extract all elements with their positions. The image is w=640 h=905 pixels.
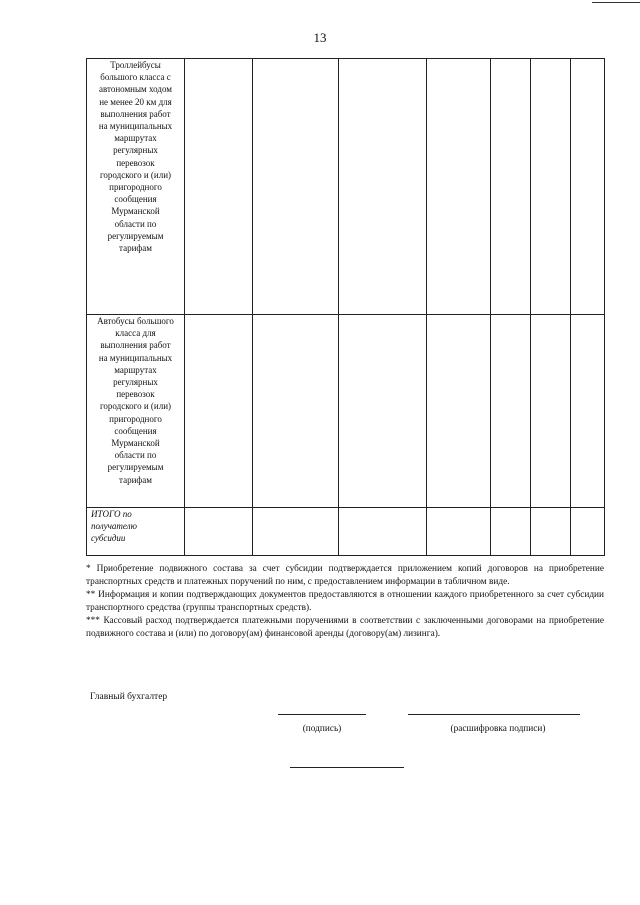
table-row <box>87 59 605 315</box>
row-label-total: ИТОГО по получателю субсидии <box>87 508 185 556</box>
signature-decoding-line <box>408 714 580 715</box>
table-cell <box>185 315 253 508</box>
page-number: 13 <box>313 30 327 45</box>
date-line <box>290 767 404 768</box>
table-row <box>87 508 605 556</box>
signature-caption: (подпись) <box>302 724 342 734</box>
table-cell <box>427 59 491 315</box>
table-cell <box>253 508 339 556</box>
row-label-trolleybuses: Троллейбусы большого класса с автономным ходом не менее 20 км для выполнения работ на муниципальных маршрутах регулярных перевозок городского и (или) пригородного сообщения Мурманской области по регулируемым тарифам <box>87 59 185 315</box>
footnote-2: ** Информация и копии подтверждающих документов предоставляются в отношении каждого приобретенного за счет субсидии транспортного средства (группы транспортных средств). <box>86 590 604 613</box>
table-cell <box>185 508 253 556</box>
table-cell <box>339 315 427 508</box>
table-cell <box>571 315 605 508</box>
signature-decoding-caption: (расшифровка подписи) <box>450 724 546 734</box>
top-edge-line <box>592 2 640 3</box>
footnote-1: * Приобретение подвижного состава за счет субсидии подтверждается приложением копий договоров на приобретение транспортных средств и платежных поручений по ним, с предоставлением информации в табличном виде. <box>86 564 604 587</box>
table-cell <box>185 59 253 315</box>
table-cell <box>571 59 605 315</box>
table-cell <box>491 508 531 556</box>
table-cell <box>339 59 427 315</box>
table-cell <box>491 315 531 508</box>
footnotes <box>86 563 604 641</box>
row-label-buses: Автобусы большого класса для выполнения работ на муниципальных маршрутах регулярных перевозок городского и (или) пригородного сообщения Мурманской области по регулируемым тарифам <box>87 315 185 508</box>
signature-line <box>278 714 366 715</box>
table-cell <box>253 59 339 315</box>
footnote-3: *** Кассовый расход подтверждается платежными поручениями в соответствии с заключенными договорами на приобретение подвижного состава и (или) по договору(ам) финансовой аренды (договору(ам) лизинга). <box>86 616 604 639</box>
table-cell <box>531 59 571 315</box>
table-cell <box>339 508 427 556</box>
table-row <box>87 315 605 508</box>
table-cell <box>491 59 531 315</box>
table-cell <box>427 315 491 508</box>
table-cell <box>253 315 339 508</box>
report-table <box>86 58 605 556</box>
table-cell <box>531 315 571 508</box>
table-cell <box>531 508 571 556</box>
table-cell <box>427 508 491 556</box>
signatory-title: Главный бухгалтер <box>90 692 168 702</box>
table-cell <box>571 508 605 556</box>
